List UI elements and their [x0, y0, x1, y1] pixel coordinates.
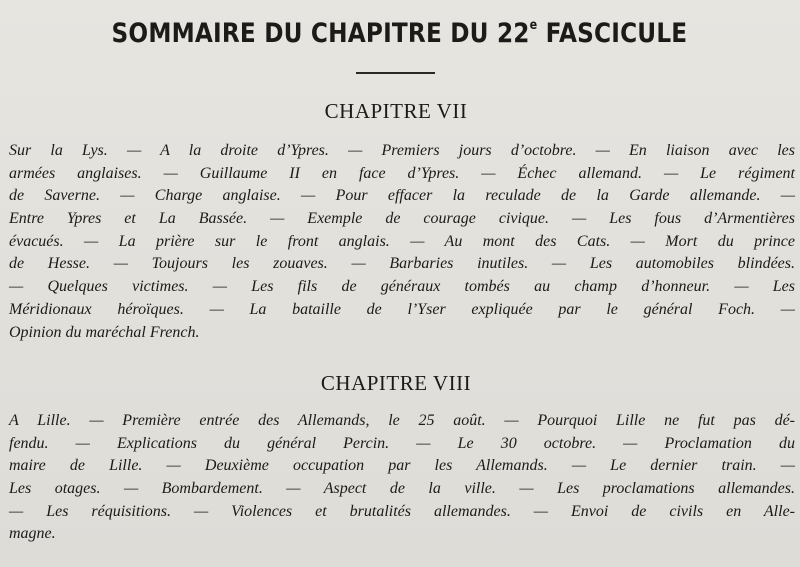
- summary-line: de Saverne. — Charge anglaise. — Pour effacer la reculade de la Garde allemande. —: [9, 187, 795, 205]
- summary-line: fendu. — Explications du général Percin. — Le 30 octobre. — Proclamation du: [9, 434, 795, 452]
- chapter-7-summary: [9, 140, 795, 344]
- chapter-7-heading: CHAPITRE VII: [324, 99, 468, 123]
- summary-line: maire de Lille. — Deuxième occupation par les Allemands. — Le dernier train. —: [9, 457, 795, 475]
- summary-line: évacués. — La prière sur le front anglais. — Au mont des Cats. — Mort du prince: [9, 232, 795, 250]
- summary-line: A Lille. — Première entrée des Allemands, le 25 août. — Pourquoi Lille ne fut pas dé-: [9, 412, 795, 429]
- summary-line: armées anglaises. — Guillaume II en face d’Ypres. — Échec allemand. — Le régiment: [9, 164, 795, 182]
- summary-line: magne.: [9, 525, 56, 543]
- summary-line: Les otages. — Bombardement. — Aspect de la ville. — Les proclamations allemandes.: [9, 480, 795, 498]
- title-end: FASCICULE: [545, 18, 688, 49]
- summary-line: — Les réquisitions. — Violences et brutalités allemandes. — Envoi de civils en Alle-: [9, 502, 795, 520]
- summary-line: de Hesse. — Toujours les zouaves. — Barbaries inutiles. — Les automobiles blindées.: [9, 255, 795, 273]
- page-title: [55, 18, 743, 49]
- summary-line: Entre Ypres et La Bassée. — Exemple de courage civique. — Les fous d’Armentières: [9, 210, 795, 228]
- title-text: SOMMAIRE DU CHAPITRE DU 22: [111, 18, 530, 49]
- title-divider: [356, 72, 435, 74]
- summary-line: Sur la Lys. — A la droite d’Ypres. — Premiers jours d’octobre. — En liaison avec les: [9, 142, 795, 159]
- chapter-8-heading: CHAPITRE VIII: [320, 371, 472, 395]
- title-superscript: e: [529, 18, 538, 33]
- chapter-8-summary: [9, 410, 795, 546]
- summary-line: — Quelques victimes. — Les fils de généraux tombés au champ d’honneur. — Les: [9, 278, 795, 296]
- summary-line: Méridionaux héroïques. — La bataille de l’Yser expliquée par le général Foch. —: [9, 300, 795, 318]
- summary-line: Opinion du maréchal French.: [9, 323, 200, 341]
